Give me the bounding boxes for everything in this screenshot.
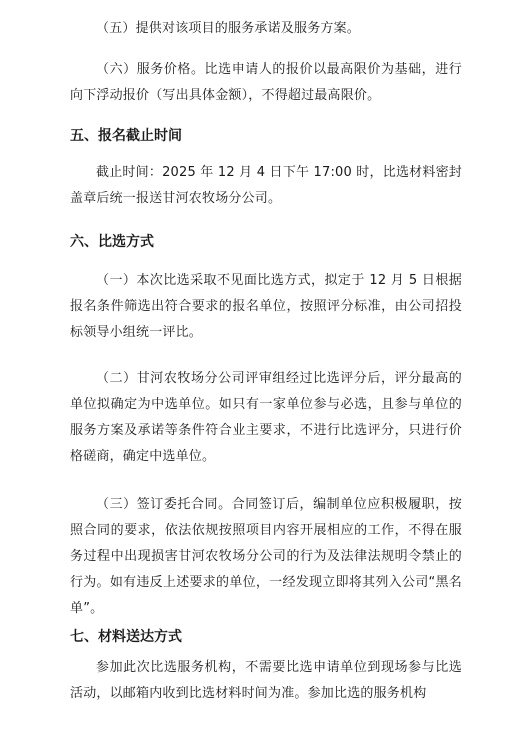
method-item-2: （二）甘河农牧场分公司评审组经过比选评分后，评分最高的单位拟确定为中选单位。如只有一家单位参与必选，且参与单位的服务方案及承诺等条件符合业主要求，不进行比选评分，只进行价格磋商，确定中选单位。	[70, 371, 462, 464]
delivery-paragraph: 参加此次比选服务机构，不需要比选申请单位到现场参与比选活动，以邮箱内收到比选材料时间为准。参加比选的服务机构	[70, 660, 462, 701]
method-item-3: （三）签订委托合同。合同签订后，编制单位应积极履职，按照合同的要求，依法依规按照项目内容开展相应的工作，不得在服务过程中出现损害甘河农牧场分公司的行为及法律法规明令禁止的行为。如有违反上述要求的单位，一经发现立即将其列入公司“黑名单”。	[70, 497, 462, 616]
section-7-heading: 七、材料送达方式	[70, 629, 182, 645]
section-5-heading: 五、报名截止时间	[70, 128, 182, 144]
method-item-1: （一）本次比选采取不见面比选方式，拟定于 12 月 5 日根据报名条件筛选出符合要求的报名单位，按照评分标准，由公司招投标领导小组统一评比。	[70, 273, 462, 340]
section-6-heading: 六、比选方式	[70, 234, 154, 250]
item-5-service-commitment: （五）提供对该项目的服务承诺及服务方案。	[96, 21, 361, 36]
item-6-service-price: （六）服务价格。比选申请人的报价以最高限价为基础，进行向下浮动报价（写出具体金额），不得超过最高限价。	[70, 62, 462, 103]
deadline-paragraph: 截止时间：2025 年 12 月 4 日下午 17:00 时，比选材料密封盖章后统一报送甘河农牧场分公司。	[70, 165, 462, 206]
